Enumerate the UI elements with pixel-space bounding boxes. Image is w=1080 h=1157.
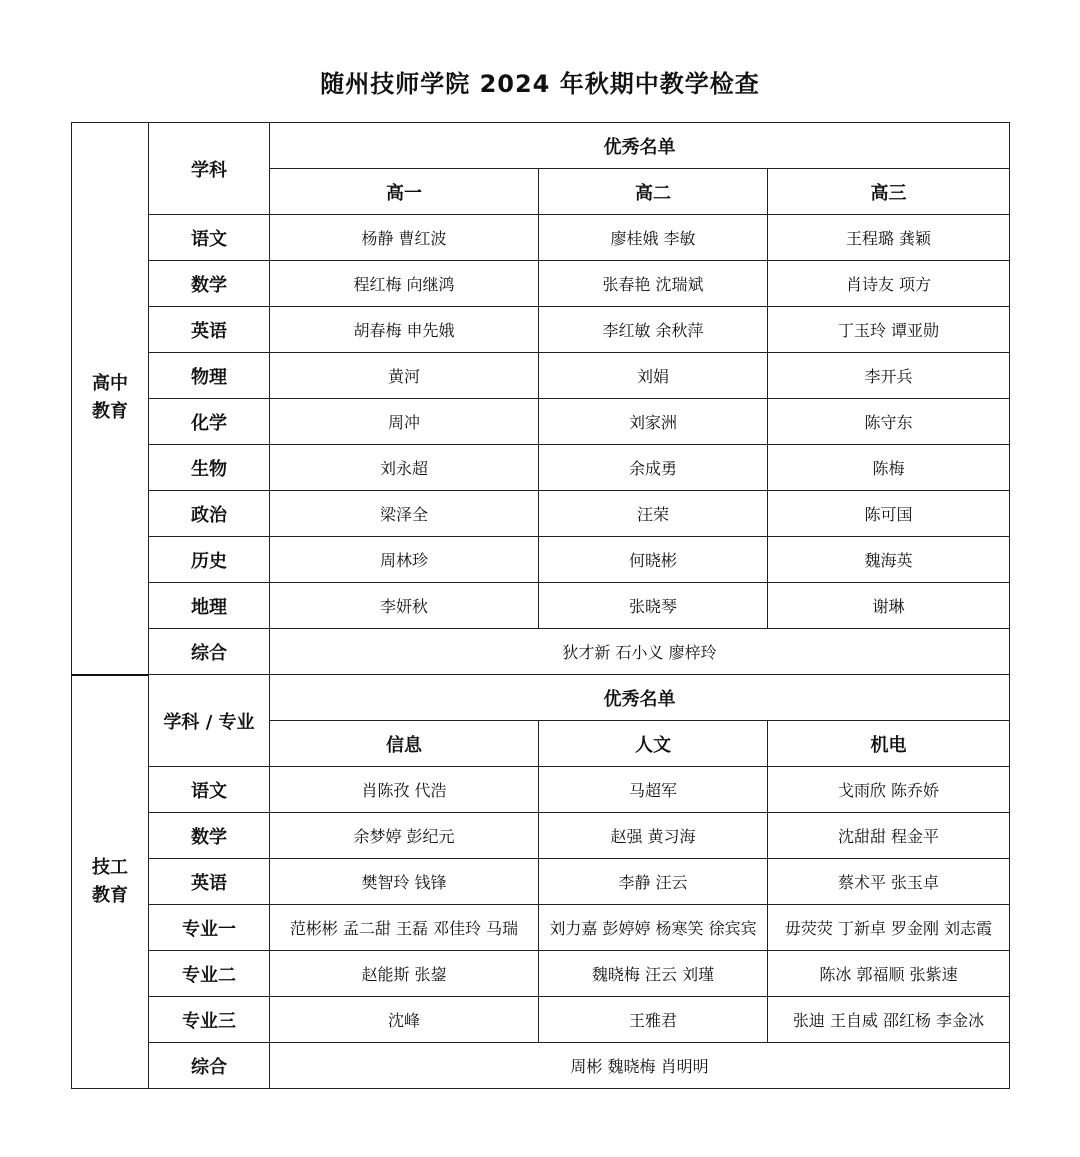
- names-cell: 张迪 王自威 邵红杨 李金冰: [768, 997, 1010, 1043]
- names-cell: 丁玉玲 谭亚勋: [768, 307, 1010, 353]
- subject-cell: 专业二: [149, 951, 270, 997]
- table-row: [72, 307, 1010, 353]
- names-cell: 陈可国: [768, 491, 1010, 537]
- high-school-column-header: 高二: [539, 169, 768, 215]
- names-cell: 刘永超: [270, 445, 539, 491]
- names-cell: 余梦婷 彭纪元: [270, 813, 539, 859]
- names-cell: 梁泽全: [270, 491, 539, 537]
- names-cell: 樊智玲 钱锋: [270, 859, 539, 905]
- names-cell: 陈冰 郭福顺 张紫速: [768, 951, 1010, 997]
- names-cell: 谢琳: [768, 583, 1010, 629]
- names-cell: 黄河: [270, 353, 539, 399]
- subject-cell: 数学: [149, 261, 270, 307]
- names-cell: 何晓彬: [539, 537, 768, 583]
- subject-cell: 政治: [149, 491, 270, 537]
- technical-header-row: [72, 675, 1010, 721]
- names-cell: 王程璐 龚颖: [768, 215, 1010, 261]
- subject-cell: 综合: [149, 1043, 270, 1089]
- names-cell: 沈峰: [270, 997, 539, 1043]
- high-school-column-header: 高三: [768, 169, 1010, 215]
- subject-cell: 历史: [149, 537, 270, 583]
- names-cell: 肖诗友 项方: [768, 261, 1010, 307]
- table-row: [72, 951, 1010, 997]
- technical-section-label-line: 技工: [92, 856, 128, 878]
- high-school-column-header: 高一: [270, 169, 539, 215]
- technical-column-header: 人文: [539, 721, 768, 767]
- table-row: [72, 583, 1010, 629]
- names-cell: 李静 汪云: [539, 859, 768, 905]
- page-title: 随州技师学院 2024 年秋期中教学检查: [320, 70, 760, 98]
- table-row: [72, 491, 1010, 537]
- technical-section-label-line: 教育: [92, 884, 128, 906]
- subject-cell: 综合: [149, 629, 270, 675]
- subject-cell: 数学: [149, 813, 270, 859]
- names-cell: 魏海英: [768, 537, 1010, 583]
- technical-subject-header: 学科 / 专业: [149, 675, 270, 767]
- table-row: [72, 905, 1010, 951]
- names-cell: 肖陈孜 代浩: [270, 767, 539, 813]
- names-cell: 周林珍: [270, 537, 539, 583]
- table-row: [72, 537, 1010, 583]
- names-cell: 沈甜甜 程金平: [768, 813, 1010, 859]
- names-cell: 刘娟: [539, 353, 768, 399]
- table-row: [72, 859, 1010, 905]
- names-cell: 余成勇: [539, 445, 768, 491]
- high-school-list-header: 优秀名单: [270, 123, 1010, 169]
- names-cell: 刘家洲: [539, 399, 768, 445]
- names-cell: 廖桂娥 李敏: [539, 215, 768, 261]
- subject-cell: 英语: [149, 859, 270, 905]
- names-cell: 范彬彬 孟二甜 王磊 邓佳玲 马瑞: [270, 905, 539, 951]
- names-cell: 陈守东: [768, 399, 1010, 445]
- names-cell: 赵强 黄习海: [539, 813, 768, 859]
- table-row: [72, 261, 1010, 307]
- table-row: [72, 399, 1010, 445]
- technical-column-header: 信息: [270, 721, 539, 767]
- technical-column-header: 机电: [768, 721, 1010, 767]
- technical-section-label: [72, 675, 149, 1089]
- names-cell: 蔡术平 张玉卓: [768, 859, 1010, 905]
- table-row: [72, 215, 1010, 261]
- table-row: [72, 767, 1010, 813]
- high-school-header-row: [72, 123, 1010, 169]
- table-row: [72, 813, 1010, 859]
- high-school-combined-row: [72, 629, 1010, 675]
- combined-names-cell: 周彬 魏晓梅 肖明明: [270, 1043, 1010, 1089]
- names-cell: 李开兵: [768, 353, 1010, 399]
- names-cell: 李妍秋: [270, 583, 539, 629]
- technical-list-header: 优秀名单: [270, 675, 1010, 721]
- names-cell: 毋荧荧 丁新卓 罗金刚 刘志霞: [768, 905, 1010, 951]
- names-cell: 赵能斯 张鋆: [270, 951, 539, 997]
- technical-combined-row: [72, 1043, 1010, 1089]
- names-cell: 程红梅 向继鸿: [270, 261, 539, 307]
- names-cell: 陈梅: [768, 445, 1010, 491]
- high-school-section-label: [72, 123, 149, 675]
- names-cell: 杨静 曹红波: [270, 215, 539, 261]
- names-cell: 汪荣: [539, 491, 768, 537]
- names-cell: 刘力嘉 彭婷婷 杨寒笑 徐宾宾: [539, 905, 768, 951]
- subject-cell: 专业三: [149, 997, 270, 1043]
- excellence-list-table: [71, 122, 1010, 1089]
- high-school-section-label-line: 教育: [92, 401, 128, 423]
- subject-cell: 生物: [149, 445, 270, 491]
- names-cell: 胡春梅 申先娥: [270, 307, 539, 353]
- subject-cell: 英语: [149, 307, 270, 353]
- names-cell: 马超军: [539, 767, 768, 813]
- names-cell: 王雅君: [539, 997, 768, 1043]
- names-cell: 戈雨欣 陈乔娇: [768, 767, 1010, 813]
- subject-cell: 专业一: [149, 905, 270, 951]
- combined-names-cell: 狄才新 石小义 廖梓玲: [270, 629, 1010, 675]
- high-school-subject-header: 学科: [149, 123, 270, 215]
- subject-cell: 地理: [149, 583, 270, 629]
- high-school-section-label-line: 高中: [92, 373, 128, 395]
- names-cell: 周冲: [270, 399, 539, 445]
- names-cell: 张晓琴: [539, 583, 768, 629]
- table-row: [72, 445, 1010, 491]
- names-cell: 李红敏 余秋萍: [539, 307, 768, 353]
- names-cell: 魏晓梅 汪云 刘瑾: [539, 951, 768, 997]
- names-cell: 张春艳 沈瑞斌: [539, 261, 768, 307]
- subject-cell: 化学: [149, 399, 270, 445]
- table-row: [72, 353, 1010, 399]
- subject-cell: 语文: [149, 767, 270, 813]
- subject-cell: 物理: [149, 353, 270, 399]
- subject-cell: 语文: [149, 215, 270, 261]
- table-row: [72, 997, 1010, 1043]
